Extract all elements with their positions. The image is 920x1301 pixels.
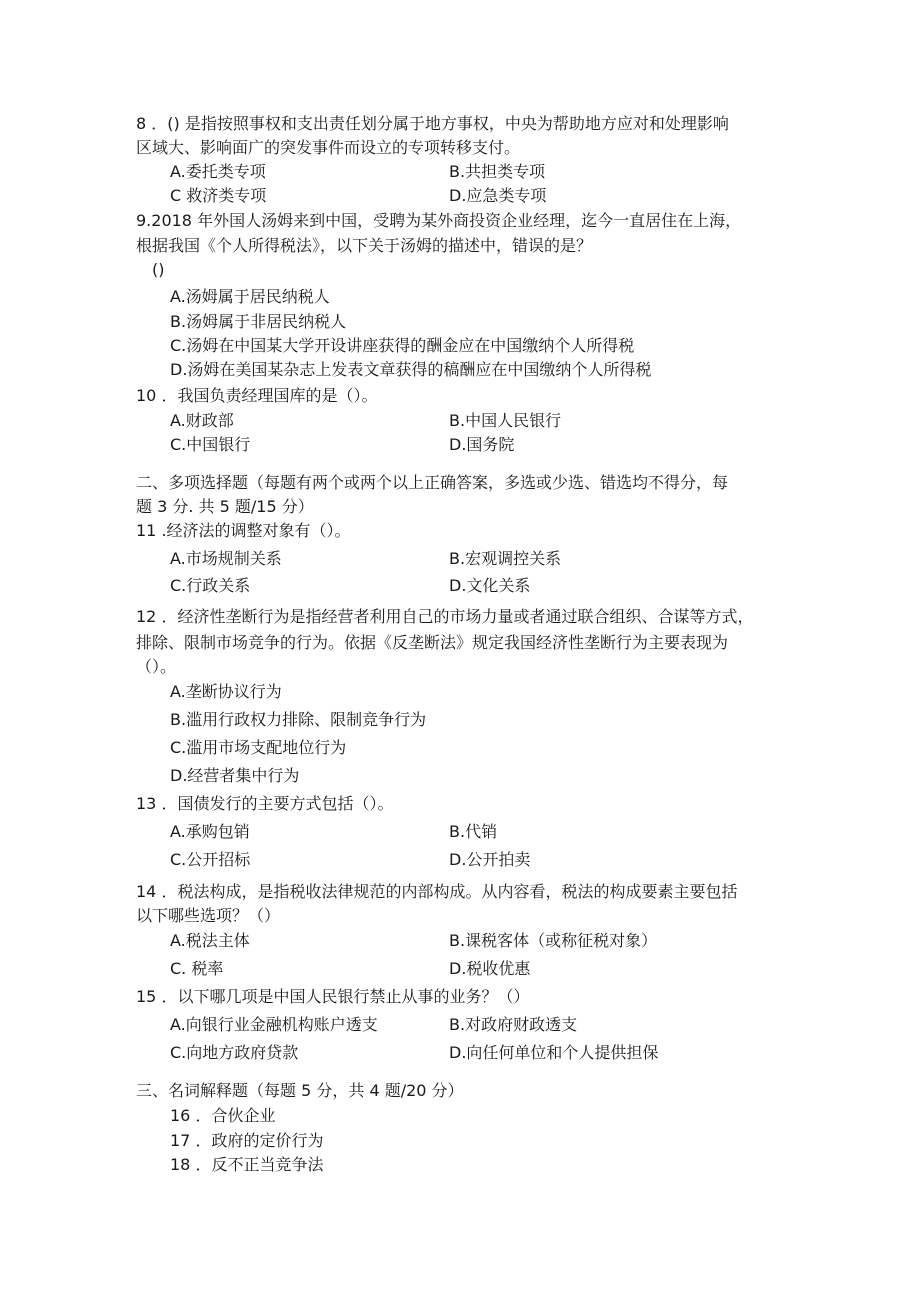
q12-option-a: A.垄断协议行为 xyxy=(170,682,282,701)
q13-option-a: A.承购包销 xyxy=(170,822,250,841)
q14-option-d: D.税收优惠 xyxy=(449,959,531,978)
q9-stem-line1: 9.2018 年外国人汤姆来到中国，受聘为某外商投资企业经理，迄今一直居住在上海， xyxy=(136,211,742,230)
q10-option-d: D.国务院 xyxy=(449,435,515,454)
q10-option-b: B.中国人民银行 xyxy=(449,411,562,430)
q15-option-a: A.向银行业金融机构账户透支 xyxy=(170,1015,378,1034)
q9-option-a: A.汤姆属于居民纳税人 xyxy=(170,287,330,306)
q14-stem-line2: 以下哪些选项？（） xyxy=(136,906,281,925)
q11-option-d: D.文化关系 xyxy=(449,576,531,595)
q18-term: 18 ．反不正当竞争法 xyxy=(170,1155,324,1174)
q13-stem: 13 ．国债发行的主要方式包括（）。 xyxy=(136,794,394,813)
q9-option-c: C.汤姆在中国某大学开设讲座获得的酬金应在中国缴纳个人所得税 xyxy=(170,336,635,355)
q11-option-a: A.市场规制关系 xyxy=(170,549,282,568)
q14-option-b: B.课税客体（或称征税对象） xyxy=(449,931,658,950)
q10-option-c: C.中国银行 xyxy=(170,435,251,454)
q9-stem-line2: 根据我国《个人所得税法》，以下关于汤姆的描述中，错误的是？ xyxy=(136,236,593,255)
section2-heading-line1: 二、多项选择题（每题有两个或两个以上正确答案，多选或少选、错选均不得分，每 xyxy=(136,473,729,492)
q8-option-d: D.应急类专项 xyxy=(449,186,547,205)
q13-option-d: D.公开拍卖 xyxy=(449,850,531,869)
q8-option-c: C 救济类专项 xyxy=(170,186,267,205)
q13-option-b: B.代销 xyxy=(449,822,498,841)
section2-heading-line2: 题 3 分. 共 5 题/15 分） xyxy=(136,497,314,516)
q12-stem-line3: （）。 xyxy=(136,657,177,676)
q12-option-d: D.经营者集中行为 xyxy=(170,766,300,785)
q10-option-a: A.财政部 xyxy=(170,411,234,430)
q14-stem-line1: 14 ．税法构成，是指税收法律规范的内部构成。从内容看，税法的构成要素主要包括 xyxy=(136,882,738,901)
q15-option-b: B.对政府财政透支 xyxy=(449,1015,578,1034)
q9-option-d: D.汤姆在美国某杂志上发表文章获得的稿酬应在中国缴纳个人所得税 xyxy=(170,360,652,379)
q9-option-b: B.汤姆属于非居民纳税人 xyxy=(170,312,347,331)
q9-answer-paren: () xyxy=(152,260,165,279)
q11-option-c: C.行政关系 xyxy=(170,576,251,595)
q11-option-b: B.宏观调控关系 xyxy=(449,549,562,568)
q15-option-c: C.向地方政府贷款 xyxy=(170,1043,299,1062)
q11-stem: 11 .经济法的调整对象有（）。 xyxy=(136,521,351,540)
q8-option-a: A.委托类专项 xyxy=(170,162,266,181)
q16-term: 16 ．合伙企业 xyxy=(170,1106,276,1125)
q8-stem-line1: 8 ．() 是指按照事权和支出责任划分属于地方事权，中央为帮助地方应对和处理影响 xyxy=(136,114,729,133)
q12-stem-line2: 排除、限制市场竞争的行为。依据《反垄断法》规定我国经济性垄断行为主要表现为 xyxy=(136,633,729,652)
q8-option-b: B.共担类专项 xyxy=(449,162,546,181)
q13-option-c: C.公开招标 xyxy=(170,850,251,869)
q15-option-d: D.向任何单位和个人提供担保 xyxy=(449,1043,659,1062)
q10-stem: 10 ．我国负责经理国库的是（）。 xyxy=(136,386,378,405)
q8-stem-line2: 区域大、影响面广的突发事件而设立的专项转移支付。 xyxy=(136,138,521,157)
q12-option-c: C.滥用市场支配地位行为 xyxy=(170,738,347,757)
q15-stem: 15 ．以下哪几项是中国人民银行禁止从事的业务？（） xyxy=(136,987,530,1006)
q12-stem-line1: 12 ．经济性垄断行为是指经营者利用自己的市场力量或者通过联合组织、合谋等方式， xyxy=(136,607,754,626)
q14-option-a: A.税法主体 xyxy=(170,931,250,950)
q14-option-c: C. 税率 xyxy=(170,959,224,978)
q17-term: 17 ．政府的定价行为 xyxy=(170,1131,324,1150)
q12-option-b: B.滥用行政权力排除、限制竞争行为 xyxy=(170,710,427,729)
section3-heading: 三、名词解释题（每题 5 分，共 4 题/20 分） xyxy=(136,1081,464,1100)
